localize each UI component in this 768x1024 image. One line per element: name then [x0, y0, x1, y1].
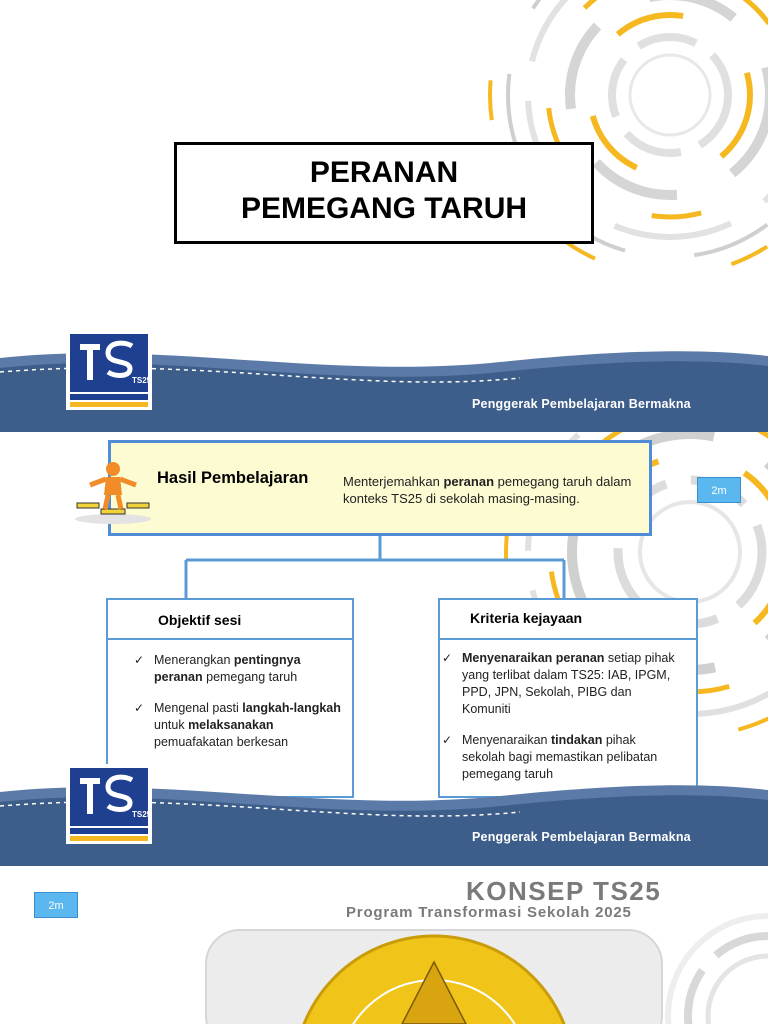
objektif-item: ✓ Mengenal pasti langkah-langkah untuk melaksanakan pemuafakatan berkesan — [134, 701, 341, 749]
title-box — [174, 142, 594, 244]
ts25-logo-icon — [66, 330, 152, 410]
title-line-2: PEMEGANG TARUH — [240, 192, 528, 225]
check-icon: ✓ — [134, 701, 145, 715]
kriteria-header — [440, 600, 696, 640]
objektif-list — [134, 652, 344, 765]
time-badge: 2m — [34, 892, 78, 918]
hasil-description: Menterjemahkan peranan pemegang taruh dalam konteks TS25 di sekolah masing-masing. — [343, 474, 632, 506]
kriteria-item: ✓ Menyenaraikan tindakan pihak sekolah bagi memastikan pelibatan pemegang taruh — [442, 733, 658, 781]
check-icon: ✓ — [442, 651, 453, 665]
objektif-header — [108, 600, 352, 640]
title-line-1: PERANAN — [309, 156, 459, 189]
konsep-diagram — [204, 926, 664, 1024]
check-icon: ✓ — [442, 733, 453, 747]
slide-konsep-ts25 — [0, 866, 768, 1024]
ts25-logo-icon — [66, 764, 152, 844]
tagline: Penggerak Pembelajaran Bermakna — [472, 397, 691, 411]
tagline: Penggerak Pembelajaran Bermakna — [472, 830, 691, 844]
slide-hasil-pembelajaran — [0, 432, 768, 866]
logo-label: TS25 — [132, 376, 152, 385]
slide-peranan-title — [0, 0, 768, 432]
logo-label: TS25 — [132, 810, 152, 819]
hasil-label: Hasil Pembelajaran — [157, 469, 309, 487]
check-icon: ✓ — [134, 653, 145, 667]
kriteria-item: ✓ Menyenaraikan peranan setiap pihak yang terlibat dalam TS25: IAB, IPGM, PPD, JPN, Sekolah, PIBG dan Komuniti — [442, 651, 675, 716]
konsep-title: KONSEP TS25 — [466, 876, 662, 906]
kriteria-title: Kriteria kejayaan — [470, 610, 583, 626]
objektif-item: ✓ Menerangkan pentingnya peranan pemegang taruh — [134, 653, 301, 684]
time-badge: 2m — [697, 477, 741, 503]
konsep-subtitle: Program Transformasi Sekolah 2025 — [346, 904, 632, 921]
objektif-title: Objektif sesi — [158, 612, 242, 628]
